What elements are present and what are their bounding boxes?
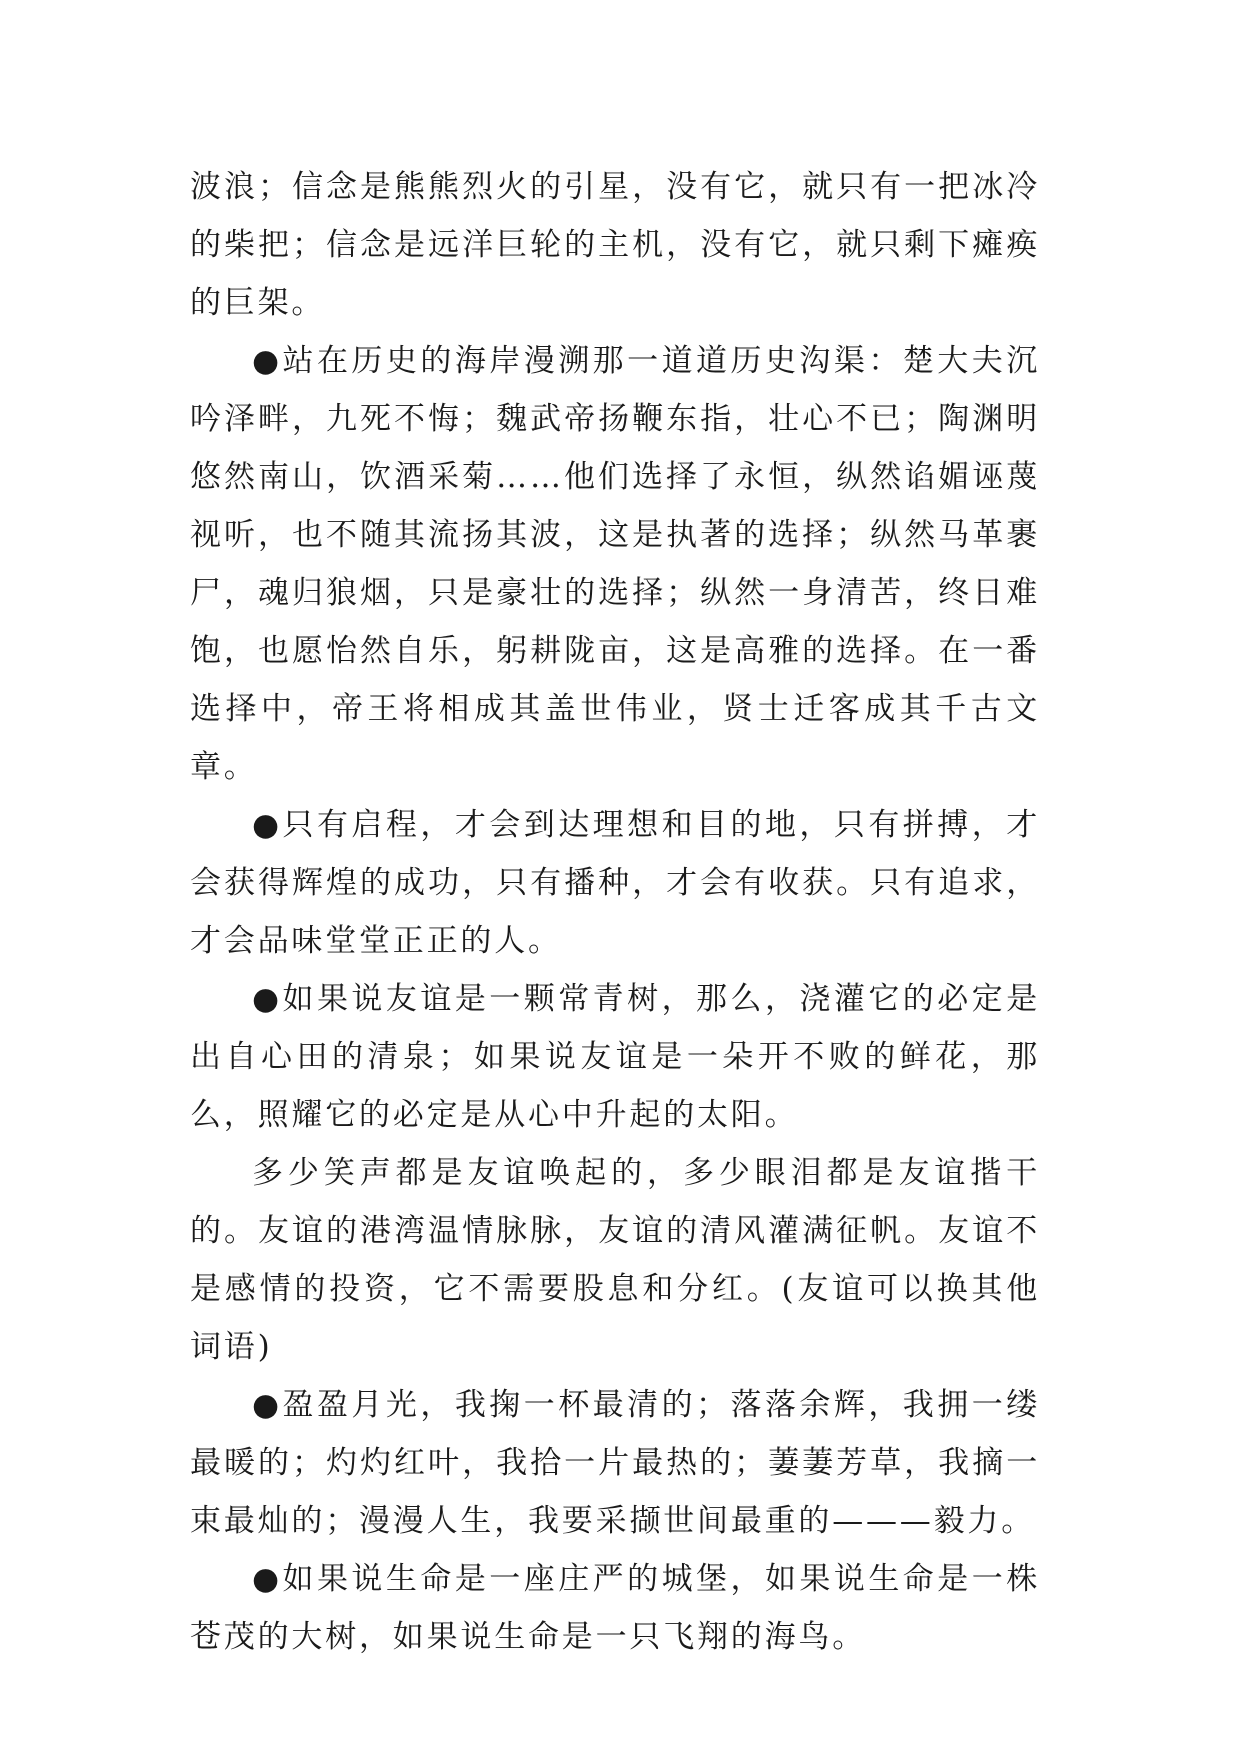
paragraph-7: ●如果说生命是一座庄严的城堡，如果说生命是一株苍茂的大树，如果说生命是一只飞翔的海鸟。 bbox=[190, 1561, 1040, 1655]
document-page bbox=[190, 158, 1040, 1666]
paragraph-3: ●只有启程，才会到达理想和目的地，只有拼搏，才会获得辉煌的成功，只有播种，才会有收获。只有追求，才会品味堂堂正正的人。 bbox=[190, 807, 1040, 959]
paragraph-4: ●如果说友谊是一颗常青树，那么，浇灌它的必定是出自心田的清泉；如果说友谊是一朵开不败的鲜花，那么，照耀它的必定是从心中升起的太阳。 bbox=[190, 981, 1040, 1133]
paragraph-5: 多少笑声都是友谊唤起的，多少眼泪都是友谊揩干的。友谊的港湾温情脉脉，友谊的清风灌满征帆。友谊不是感情的投资，它不需要股息和分红。(友谊可以换其他词语) bbox=[190, 1155, 1040, 1365]
paragraph-2: ●站在历史的海岸漫溯那一道道历史沟渠：楚大夫沉吟泽畔，九死不悔；魏武帝扬鞭东指，壮心不已；陶渊明悠然南山，饮酒采菊……他们选择了永恒，纵然谄媚诬蔑视听，也不随其流扬其波，这是执著的选择；纵然马革裹尸，魂归狼烟，只是豪壮的选择；纵然一身清苦，终日难饱，也愿怡然自乐，躬耕陇亩，这是高雅的选择。在一番选择中，帝王将相成其盖世伟业，贤士迁客成其千古文章。 bbox=[190, 343, 1040, 785]
paragraph-6: ●盈盈月光，我掬一杯最清的；落落余辉，我拥一缕最暖的；灼灼红叶，我拾一片最热的；萋萋芳草，我摘一束最灿的；漫漫人生，我要采撷世间最重的———毅力。 bbox=[190, 1387, 1040, 1539]
paragraph-1: 波浪；信念是熊熊烈火的引星，没有它，就只有一把冰冷的柴把；信念是远洋巨轮的主机，没有它，就只剩下瘫痪的巨架。 bbox=[190, 169, 1040, 321]
